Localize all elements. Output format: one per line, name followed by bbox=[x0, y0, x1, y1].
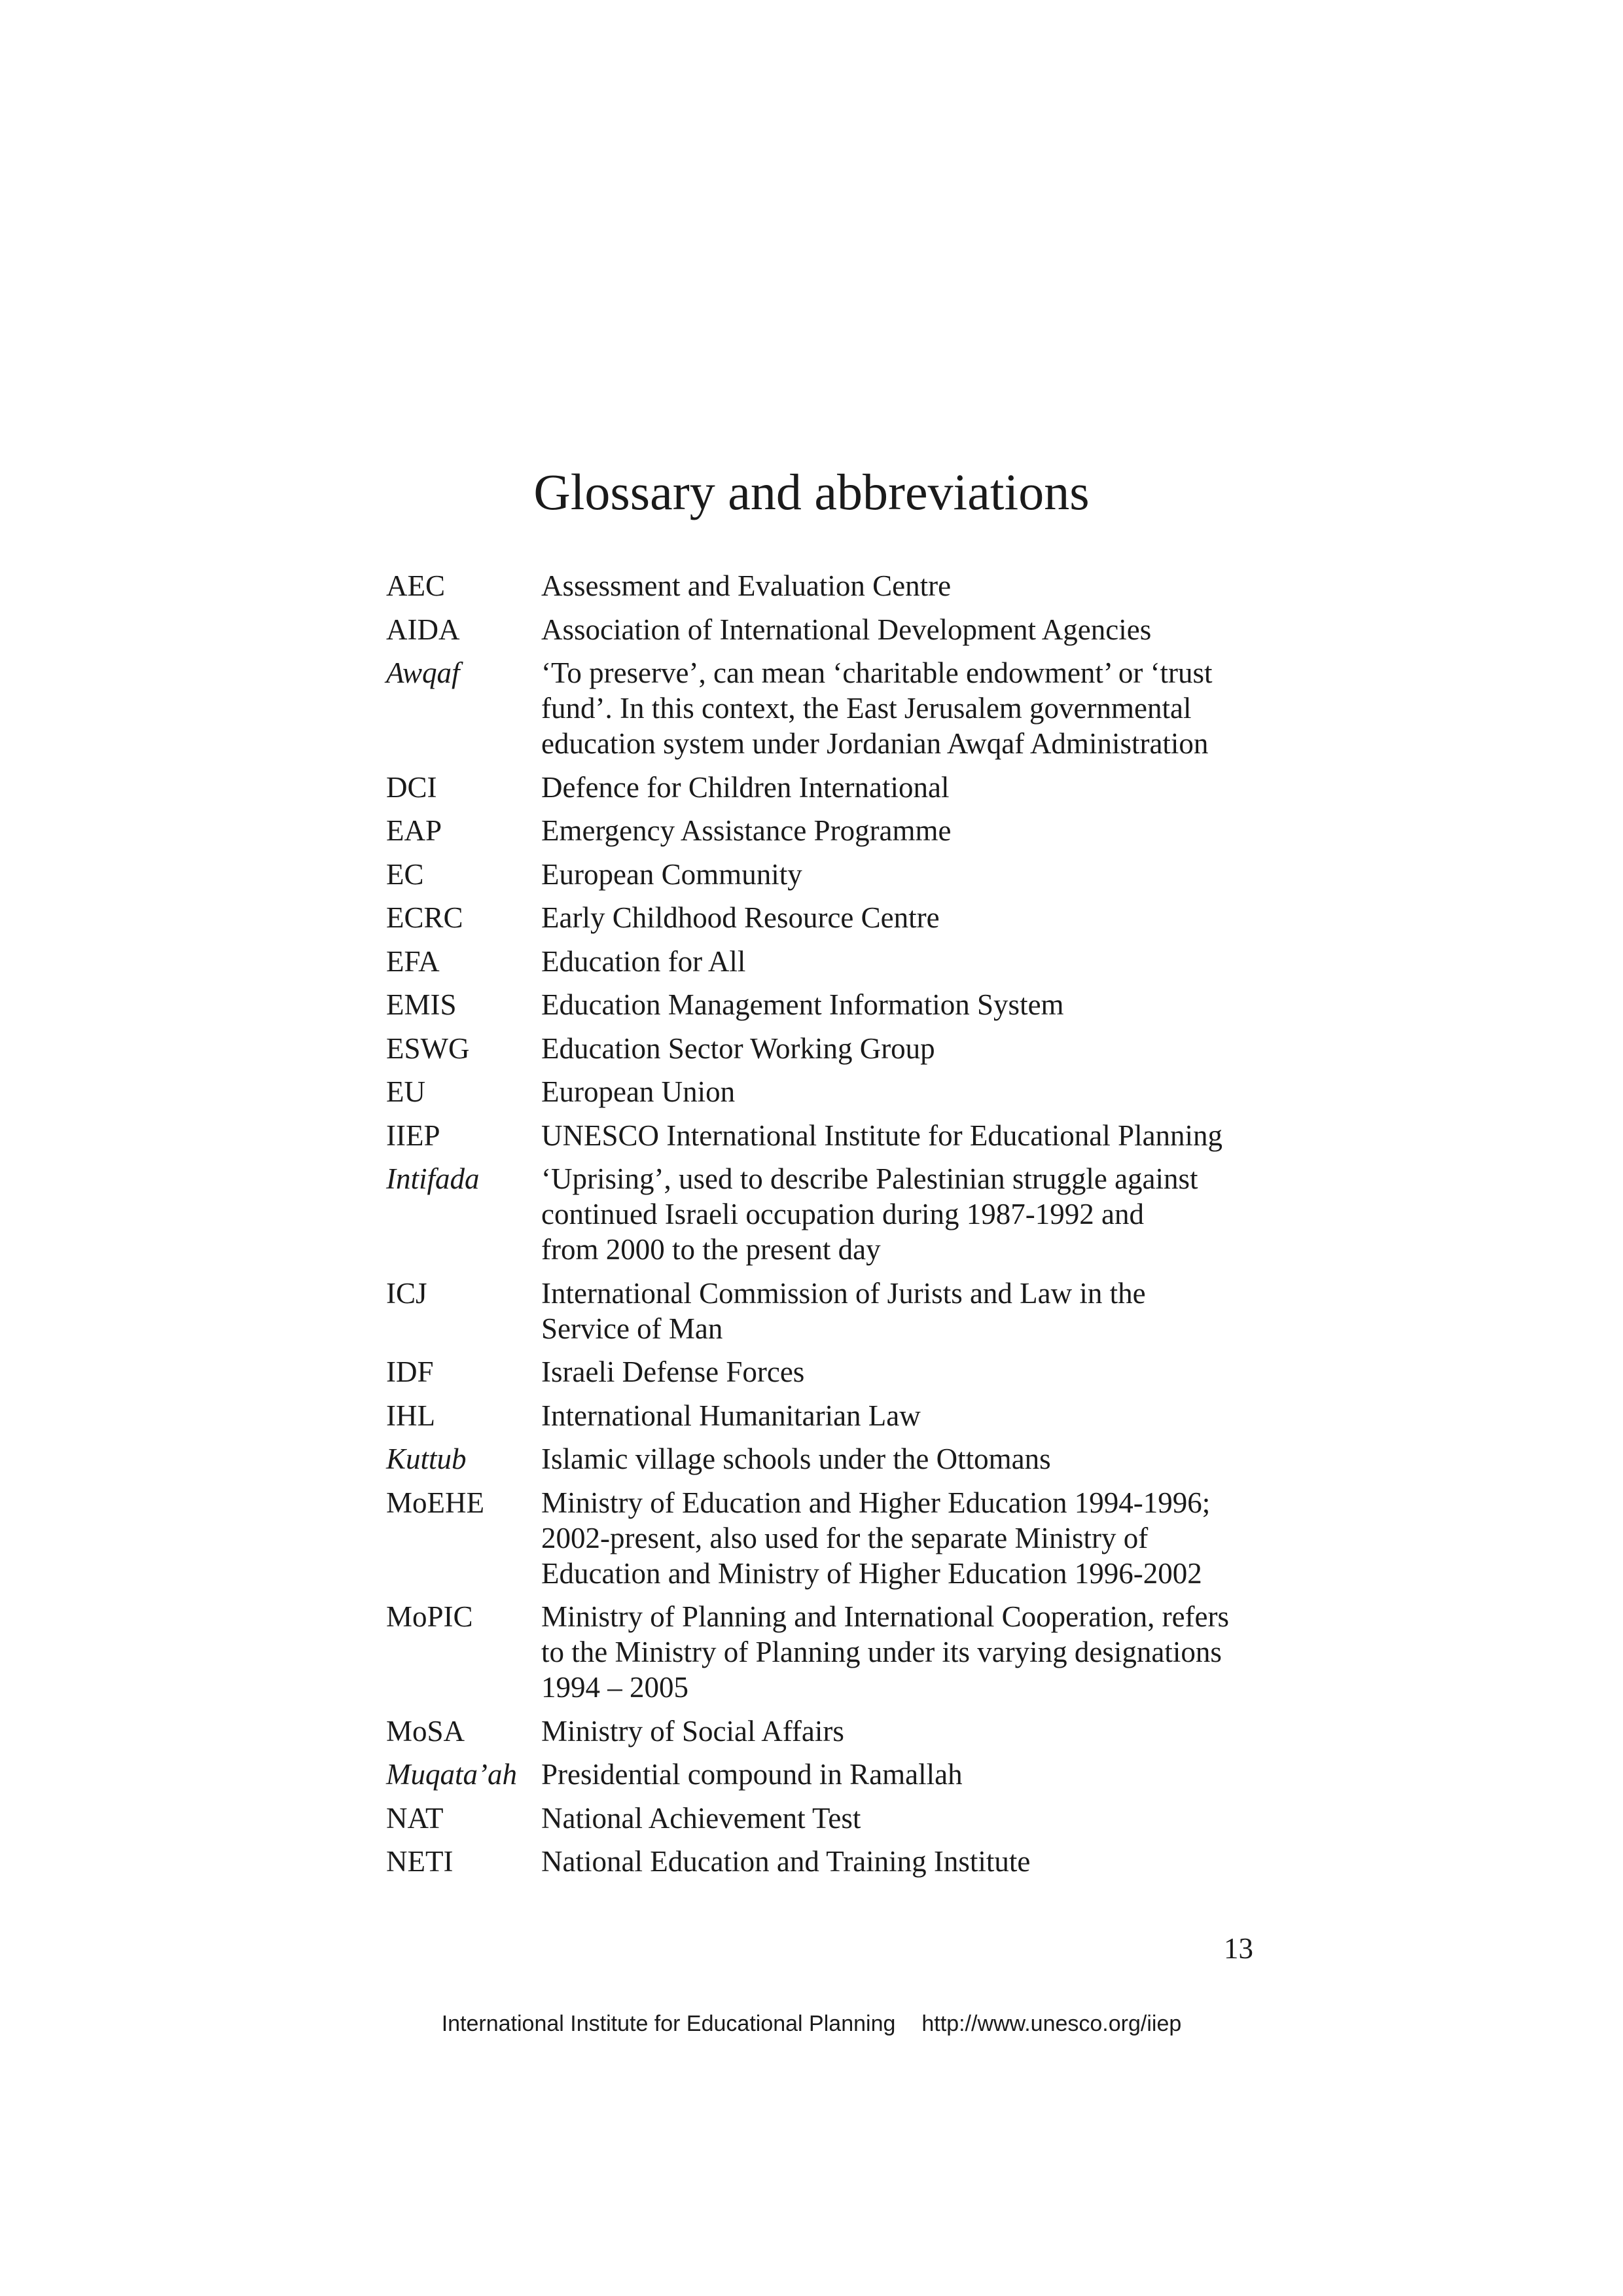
definition-line: Presidential compound in Ramallah bbox=[541, 1758, 963, 1791]
definition-line: 2002-present, also used for the separate Ministry of bbox=[541, 1521, 1149, 1554]
glossary-entry bbox=[386, 813, 1329, 848]
glossary-definition bbox=[541, 1118, 1329, 1153]
glossary-term: IHL bbox=[386, 1399, 435, 1432]
glossary-term: Intifada bbox=[386, 1162, 480, 1195]
glossary-definition bbox=[541, 1441, 1329, 1477]
glossary-term: EC bbox=[386, 857, 424, 891]
glossary-entry bbox=[386, 655, 1329, 761]
glossary-definition bbox=[541, 568, 1329, 603]
definition-line: Israeli Defense Forces bbox=[541, 1355, 805, 1388]
glossary-term: IIEP bbox=[386, 1119, 440, 1152]
glossary-entry bbox=[386, 1757, 1329, 1792]
definition-line: International Humanitarian Law bbox=[541, 1399, 921, 1432]
definition-line: National Achievement Test bbox=[541, 1801, 861, 1835]
definition-line: Islamic village schools under the Ottomans bbox=[541, 1443, 1051, 1475]
glossary-definition bbox=[541, 1161, 1329, 1267]
glossary-term: ICJ bbox=[386, 1276, 427, 1310]
glossary-entry bbox=[386, 1398, 1329, 1433]
glossary-entry bbox=[386, 1844, 1329, 1879]
definition-line: Education Sector Working Group bbox=[541, 1031, 935, 1065]
glossary-term: ECRC bbox=[386, 901, 463, 934]
page-number: 13 bbox=[1224, 1932, 1253, 1965]
definition-line: to the Ministry of Planning under its varying designations bbox=[541, 1636, 1222, 1668]
glossary-term: MoPIC bbox=[386, 1600, 473, 1633]
definition-line: Education for All bbox=[541, 944, 746, 978]
glossary-term: EFA bbox=[386, 944, 440, 978]
glossary-entry bbox=[386, 612, 1329, 647]
definition-line: continued Israeli occupation during 1987-1992 and bbox=[541, 1198, 1145, 1230]
page-title: Glossary and abbreviations bbox=[533, 463, 1090, 520]
glossary-definition bbox=[541, 1031, 1329, 1066]
footer-url: http://www.unesco.org/iiep bbox=[921, 2011, 1182, 2036]
definition-line: 1994 – 2005 bbox=[541, 1671, 688, 1704]
definition-line: Early Childhood Resource Centre bbox=[541, 901, 940, 934]
definition-line: Service of Man bbox=[541, 1312, 723, 1345]
definition-line: ‘Uprising’, used to describe Palestinian struggle against bbox=[541, 1162, 1198, 1195]
glossary-entry bbox=[386, 900, 1329, 935]
glossary-definition bbox=[541, 1276, 1329, 1346]
glossary-entry bbox=[386, 1118, 1329, 1153]
glossary-term: EMIS bbox=[386, 988, 457, 1021]
glossary-definition bbox=[541, 770, 1329, 805]
glossary-entry bbox=[386, 770, 1329, 805]
glossary-term: MoSA bbox=[386, 1714, 465, 1748]
definition-line: Ministry of Education and Higher Education 1994-1996; bbox=[541, 1486, 1211, 1519]
glossary-entry bbox=[386, 1074, 1329, 1109]
glossary-entry bbox=[386, 1441, 1329, 1477]
glossary-definition bbox=[541, 1074, 1329, 1109]
glossary-entry bbox=[386, 1161, 1329, 1267]
glossary-entry bbox=[386, 1713, 1329, 1749]
glossary-definition bbox=[541, 1398, 1329, 1433]
glossary-term: Kuttub bbox=[386, 1443, 467, 1475]
glossary-definition bbox=[541, 813, 1329, 848]
glossary-entry bbox=[386, 1801, 1329, 1836]
glossary-entry bbox=[386, 857, 1329, 892]
glossary-term: IDF bbox=[386, 1355, 434, 1388]
footer-institution: International Institute for Educational Planning bbox=[441, 2011, 896, 2036]
glossary-term: AIDA bbox=[386, 613, 460, 646]
glossary-entry bbox=[386, 1031, 1329, 1066]
glossary-definition bbox=[541, 987, 1329, 1022]
glossary-definition bbox=[541, 1599, 1329, 1705]
glossary-term: ESWG bbox=[386, 1031, 470, 1065]
glossary-list bbox=[386, 568, 1329, 1888]
glossary-term: NETI bbox=[386, 1845, 454, 1878]
glossary-term: NAT bbox=[386, 1801, 444, 1835]
definition-line: Emergency Assistance Programme bbox=[541, 814, 952, 847]
glossary-entry bbox=[386, 944, 1329, 979]
footer bbox=[0, 2011, 1623, 2037]
glossary-term: DCI bbox=[386, 770, 437, 804]
glossary-definition bbox=[541, 1844, 1329, 1879]
glossary-term: AEC bbox=[386, 569, 445, 602]
glossary-term: Awqaf bbox=[386, 656, 460, 689]
glossary-entry bbox=[386, 1599, 1329, 1705]
definition-line: International Commission of Jurists and Law in the bbox=[541, 1276, 1146, 1310]
definition-line: European Community bbox=[541, 857, 802, 891]
definition-line: Ministry of Planning and International Cooperation, refers bbox=[541, 1600, 1229, 1633]
definition-line: UNESCO International Institute for Educational Planning bbox=[541, 1119, 1223, 1152]
definition-line: National Education and Training Institute bbox=[541, 1845, 1031, 1878]
glossary-definition bbox=[541, 857, 1329, 892]
glossary-entry bbox=[386, 568, 1329, 603]
glossary-definition bbox=[541, 1354, 1329, 1390]
definition-line: European Union bbox=[541, 1075, 736, 1108]
definition-line: ‘To preserve’, can mean ‘charitable endowment’ or ‘trust bbox=[541, 656, 1213, 689]
definition-line: Ministry of Social Affairs bbox=[541, 1714, 844, 1748]
glossary-definition bbox=[541, 1485, 1329, 1591]
glossary-definition bbox=[541, 655, 1329, 761]
glossary-definition bbox=[541, 1757, 1329, 1792]
glossary-term: EU bbox=[386, 1075, 425, 1108]
glossary-definition bbox=[541, 944, 1329, 979]
glossary-definition bbox=[541, 612, 1329, 647]
glossary-definition bbox=[541, 1801, 1329, 1836]
glossary-term: EAP bbox=[386, 814, 442, 847]
glossary-entry bbox=[386, 1485, 1329, 1591]
glossary-term: MoEHE bbox=[386, 1486, 484, 1519]
definition-line: Education Management Information System bbox=[541, 988, 1064, 1021]
definition-line: Education and Ministry of Higher Education 1996-2002 bbox=[541, 1556, 1202, 1590]
definition-line: fund’. In this context, the East Jerusalem governmental bbox=[541, 692, 1192, 725]
glossary-entry bbox=[386, 1354, 1329, 1390]
glossary-entry bbox=[386, 1276, 1329, 1346]
definition-line: Defence for Children International bbox=[541, 770, 950, 804]
glossary-term: Muqata’ah bbox=[386, 1758, 517, 1791]
glossary-definition bbox=[541, 1713, 1329, 1749]
definition-line: education system under Jordanian Awqaf Administration bbox=[541, 727, 1209, 760]
definition-line: Assessment and Evaluation Centre bbox=[541, 569, 952, 602]
glossary-definition bbox=[541, 900, 1329, 935]
definition-line: Association of International Development Agencies bbox=[541, 613, 1152, 646]
glossary-entry bbox=[386, 987, 1329, 1022]
definition-line: from 2000 to the present day bbox=[541, 1233, 881, 1266]
